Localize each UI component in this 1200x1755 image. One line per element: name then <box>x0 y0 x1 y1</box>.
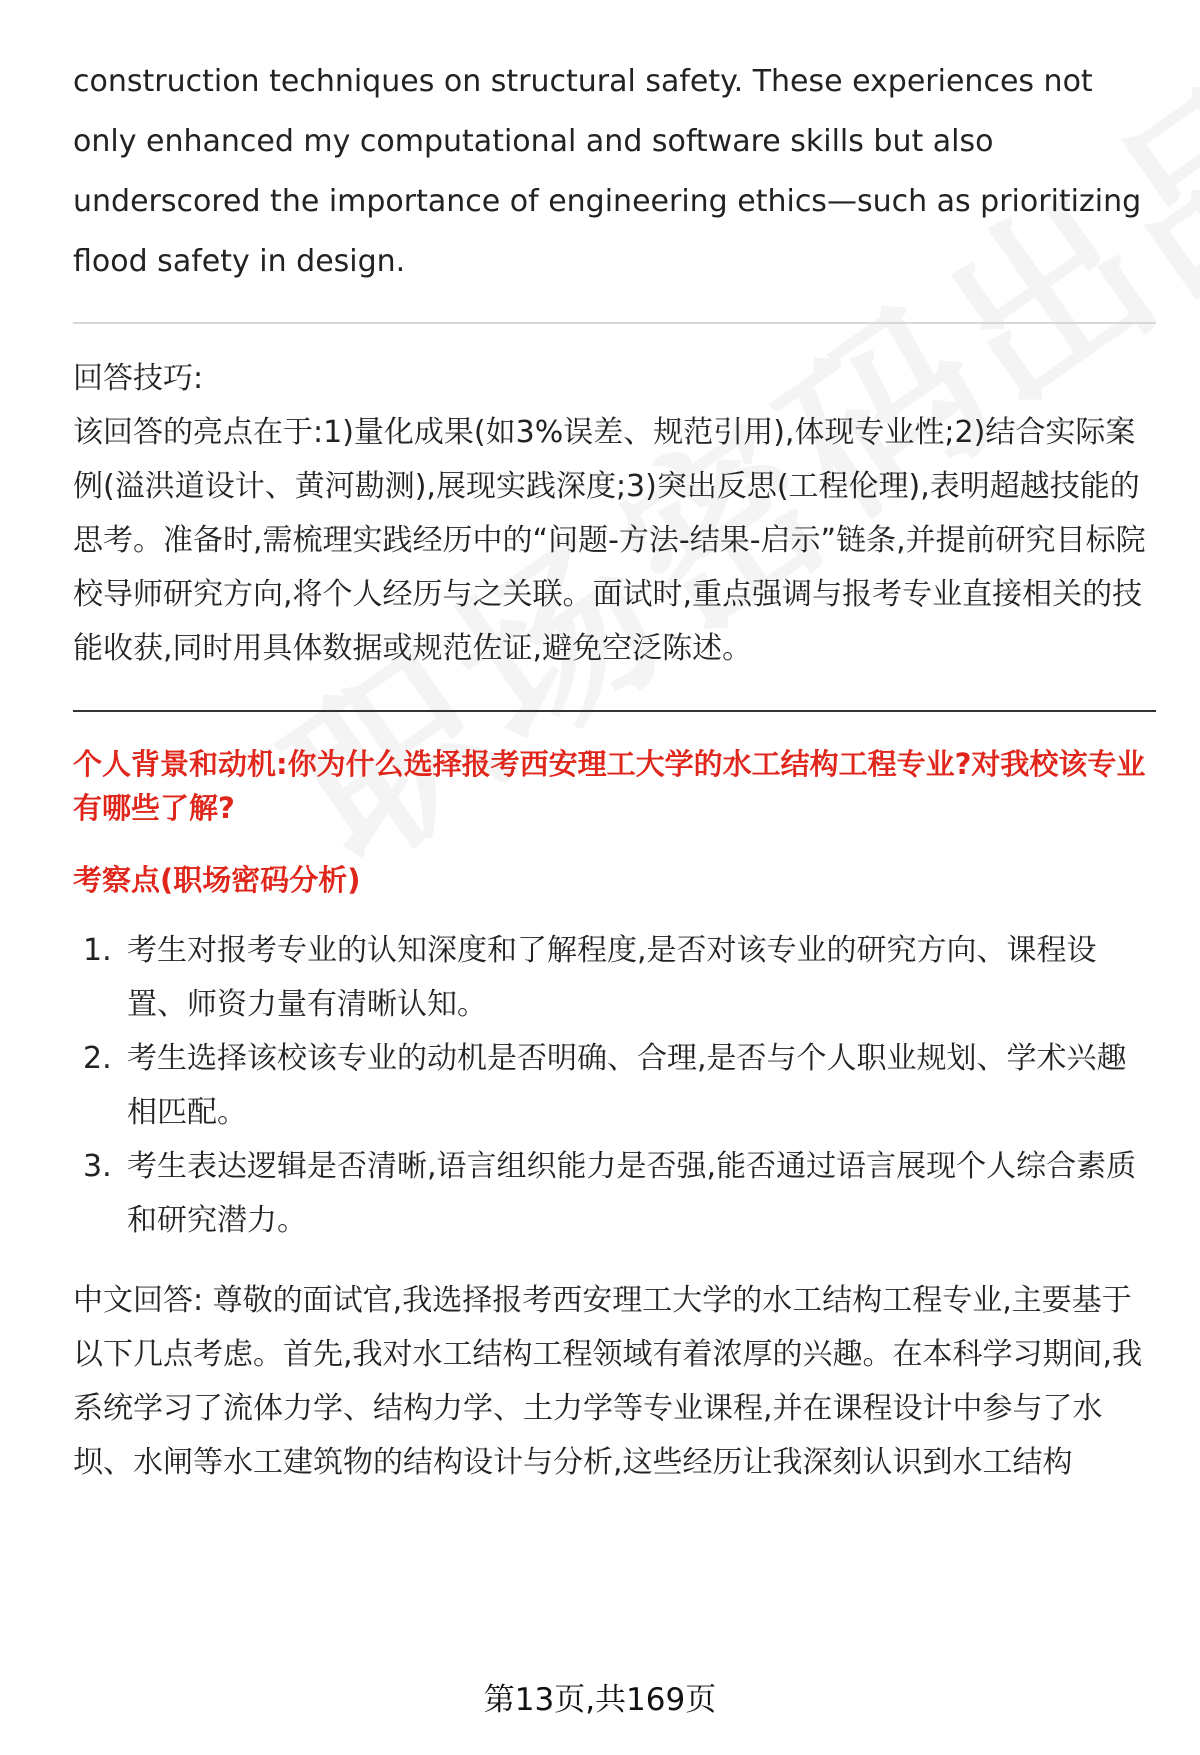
analysis-points-list <box>73 924 1156 1248</box>
list-item-text: 考生对报考专业的认知深度和了解程度,是否对该专业的研究方向、课程设置、师资力量有清晰认知。 <box>127 933 1097 1022</box>
list-item-text: 考生选择该校该专业的动机是否明确、合理,是否与个人职业规划、学术兴趣相匹配。 <box>127 1041 1127 1130</box>
section-divider <box>73 322 1156 324</box>
page-content <box>73 52 1156 1490</box>
question-title: 个人背景和动机:你为什么选择报考西安理工大学的水工结构工程专业?对我校该专业有哪些了解? <box>73 747 1146 825</box>
answer-label: 中文回答: <box>73 1283 204 1318</box>
page-number: 第13页,共169页 <box>483 1682 717 1718</box>
list-item <box>73 1140 1156 1248</box>
list-item <box>73 924 1156 1032</box>
question-divider <box>73 710 1156 712</box>
answer-paragraph <box>73 1274 1156 1490</box>
answer-text: 尊敬的面试官,我选择报考西安理工大学的水工结构工程专业,主要基于以下几点考虑。首先,我对水工结构工程领域有着浓厚的兴趣。在本科学习期间,我系统学习了流体力学、结构力学、土力学等专业课程,并在课程设计中参与了水坝、水闸等水工建筑物的结构设计与分析,这些经历让我深刻认识到水工结构 <box>73 1283 1143 1480</box>
list-number: 2. <box>83 1041 112 1076</box>
list-item <box>73 1032 1156 1140</box>
intro-paragraph: construction techniques on structural safety. These experiences not only enhanced my computational and software skills but also underscored the importance of engineering ethics—such as prioritizing flood safety in design. <box>73 64 1142 279</box>
list-item-text: 考生表达逻辑是否清晰,语言组织能力是否强,能否通过语言展现个人综合素质和研究潜力。 <box>127 1149 1137 1238</box>
tips-label: 回答技巧: <box>73 361 204 396</box>
analysis-heading: 考察点(职场密码分析) <box>73 863 361 897</box>
list-number: 1. <box>83 933 112 968</box>
tips-paragraph: 该回答的亮点在于:1)量化成果(如3%误差、规范引用),体现专业性;2)结合实际案例(溢洪道设计、黄河勘测),展现实践深度;3)突出反思(工程伦理),表明超越技能的思考。准备时,需梳理实践经历中的“问题-方法-结果-启示”链条,并提前研究目标院校导师研究方向,将个人经历与之关联。面试时,重点强调与报考专业直接相关的技能收获,同时用具体数据或规范佐证,避免空泛陈述。 <box>73 415 1146 666</box>
list-number: 3. <box>83 1149 112 1184</box>
